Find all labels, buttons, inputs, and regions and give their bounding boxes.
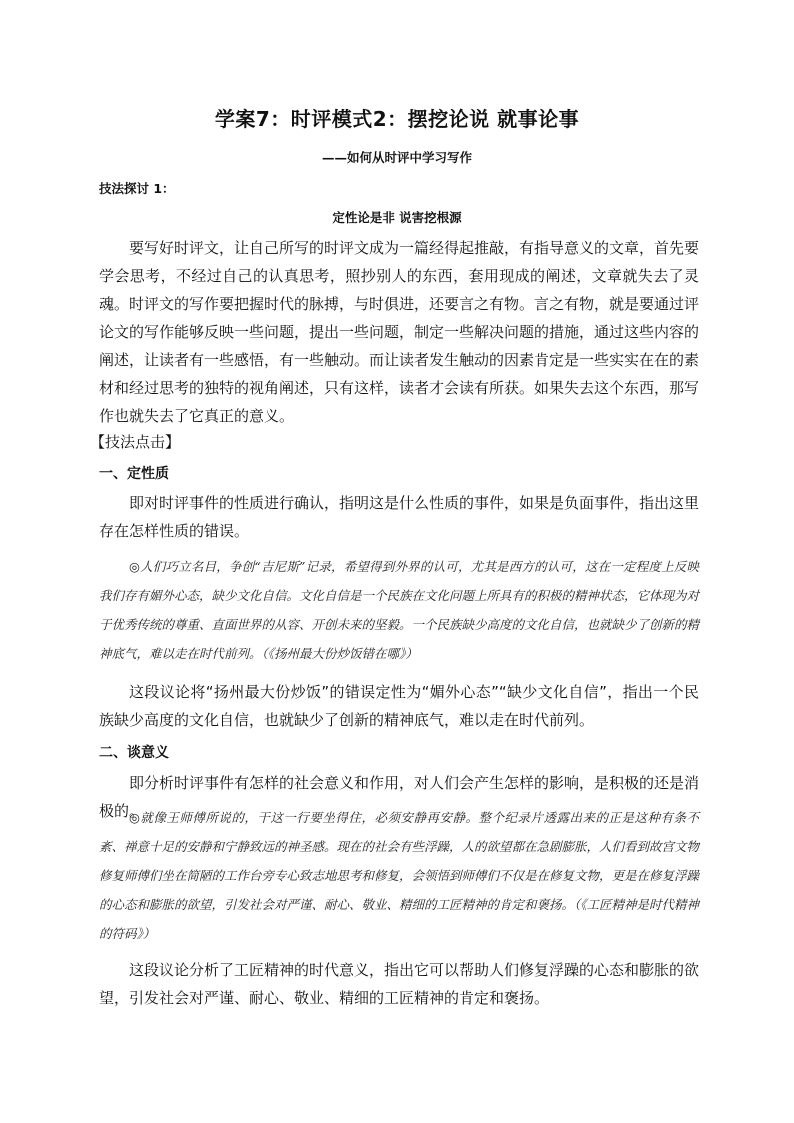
section-heading: 定性论是非 说害挖根源 [332, 210, 462, 225]
point2-explanation: 即分析时评事件有怎样的社会意义和作用，对人们会产生怎样的影响，是积极的还是消极的。 [99, 774, 700, 820]
point1-explanation: 即对时评事件的性质进行确认，指明这是什么性质的事件，如果是负面事件，指出这里存在怎样性质的错误。 [99, 494, 700, 540]
point1-example: ◎人们巧立名目，争创“吉尼斯”记录，希望得到外界的认可，尤其是西方的认可，这在一定程度上反映我们存有媚外心态，缺少文化自信。文化自信是一个民族在文化问题上所具有的积极的精神状态，它体现为对于优秀传统的尊重、直面世界的从容、开创未来的坚毅。一个民族缺少高度的文化自信，也就缺少了创新的精神底气，难以走在时代前列。（《扬州最大份炒饭错在哪》） [99, 559, 700, 661]
section-label: 技法探讨 1： [99, 181, 175, 196]
point1-heading: 一、定性质 [99, 466, 169, 482]
point2-heading: 二、谈意义 [99, 745, 169, 761]
point2-example: ◎就像王师傅所说的，干这一行要坐得住，必须安静再安静。整个纪录片透露出来的正是这种有条不紊、禅意十足的安静和宁静致远的神圣感。现在的社会有些浮躁，人的欲望都在急剧膨胀，人们看到故宫文物修复师傅们坐在简陋的工作台旁专心致志地思考和修复，会领悟到师傅们不仅是在修复文物，更是在修复浮躁的心态和膨胀的欲望，引发社会对严谨、耐心、敬业、精细的工匠精神的肯定和褒扬。（《工匠精神是时代精神的符码》） [99, 810, 700, 941]
intro-paragraph: 要写好时评文，让自己所写的时评文成为一篇经得起推敲，有指导意义的文章，首先要学会思考，不经过自己的认真思考，照抄别人的东西，套用现成的阐述，文章就失去了灵魂。时评文的写作要把握时代的脉搏，与时俱进，还要言之有物。言之有物，就是要通过评论文的写作能够反映一些问题，提出一些问题，制定一些解决问题的措施，通过这些内容的阐述，让读者有一些感悟，有一些触动。而让读者发生触动的因素肯定是一些实实在在的素材和经过思考的独特的视角阐述，只有这样，读者才会读有所获。如果失去这个东西，那写作也就失去了它真正的意义。 [99, 239, 700, 425]
page-subtitle: ——如何从时评中学习写作 [322, 150, 473, 165]
point2-analysis: 这段议论分析了工匠精神的时代意义，指出它可以帮助人们修复浮躁的心态和膨胀的欲望，引发社会对严谨、耐心、敬业、精细的工匠精神的肯定和褒扬。 [99, 961, 700, 1007]
page-title: 学案7：时评模式2：摆挖论说 就事论事 [214, 107, 580, 131]
point1-analysis: 这段议论将“扬州最大份炒饭”的错误定性为“媚外心态”“缺少文化自信”，指出一个民族缺少高度的文化自信，也就缺少了创新的精神底气，难以走在时代前列。 [99, 683, 699, 729]
tips-heading: 【技法点击】 [90, 433, 181, 451]
